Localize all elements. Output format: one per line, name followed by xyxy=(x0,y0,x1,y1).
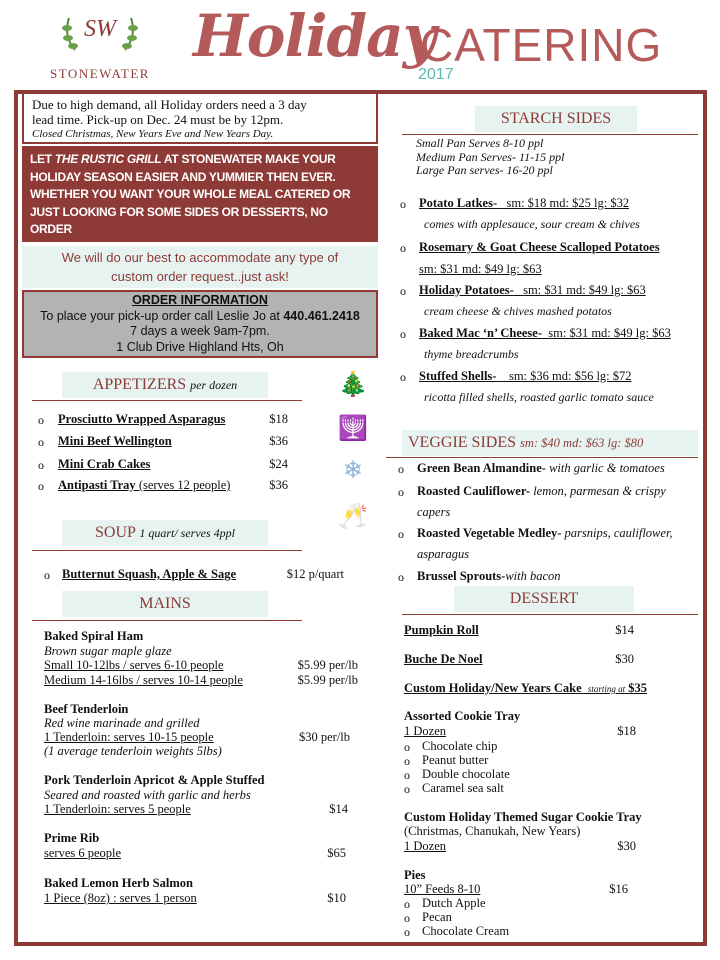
veggie-desc-cont: asparagus xyxy=(417,547,470,561)
bullet-icon: o xyxy=(404,740,410,754)
starch-header xyxy=(475,106,637,132)
brand-name: STONEWATER xyxy=(50,66,150,81)
mains-title: MAINS xyxy=(139,595,191,612)
order-l1: To place your pick-up order call Leslie Jo at xyxy=(40,308,284,323)
promo-l1a: LET xyxy=(30,152,55,166)
veggie-item: Roasted Cauliflower- lemon, parmesan & crispy xyxy=(417,484,666,498)
starch-item: Stuffed Shells- sm: $36 md: $56 lg: $72 xyxy=(419,369,632,383)
appetizers-title: APPETIZERS xyxy=(92,376,187,393)
bullet-icon: o xyxy=(398,462,404,476)
veggie-title: VEGGIE SIDES xyxy=(408,434,516,451)
main-name: Prime Rib xyxy=(44,831,100,845)
pie-flavor: Dutch Apple xyxy=(422,896,486,910)
dessert-title: DESSERT xyxy=(509,590,579,607)
dessert-item: Custom Holiday/New Years Cake starting at $35 xyxy=(404,681,648,695)
champagne-icon: 🥂 xyxy=(338,504,368,530)
title-year: 2017 xyxy=(418,66,454,83)
bullet-icon: o xyxy=(38,413,44,427)
pan-size: Large Pan serves- 16-20 ppl xyxy=(416,163,553,177)
dessert-item: Pies xyxy=(404,868,426,882)
bullet-icon: o xyxy=(400,197,406,211)
veggie-item: Brussel Sprouts-with bacon xyxy=(417,569,561,583)
pie-flavor: Pecan xyxy=(422,910,452,924)
appetizers-sub: per dozen xyxy=(190,378,238,392)
promo-l4: JUST LOOKING FOR SOME SIDES OR DESSERTS, NO ORDER xyxy=(30,204,328,236)
appetizers-header xyxy=(62,372,268,398)
main-name: Beef Tenderloin xyxy=(44,702,129,716)
veggie-item: Green Bean Almandine- with garlic & tomatoes xyxy=(417,461,665,475)
main-desc: Red wine marinade and grilled xyxy=(44,716,200,730)
main-name: Pork Tenderloin Apricot & Apple Stuffed xyxy=(44,773,265,787)
bullet-icon: o xyxy=(400,284,406,298)
promo-l1c: AT STONEWATER MAKE YOUR xyxy=(161,152,336,166)
main-size-row: Small 10-12lbs / serves 6-10 people $5.99 per/lb xyxy=(44,658,358,672)
bullet-icon: o xyxy=(400,370,406,384)
starch-desc: ricotta filled shells, roasted garlic tomato sauce xyxy=(424,390,654,404)
dessert-item: Custom Holiday Themed Sugar Cookie Tray xyxy=(404,810,642,824)
appetizer-item: Mini Crab Cakes $24 xyxy=(58,457,288,471)
dessert-item: Assorted Cookie Tray xyxy=(404,709,521,723)
dessert-item: Buche De Noel $30 xyxy=(404,652,634,666)
bullet-icon: o xyxy=(44,568,50,582)
pan-size: Small Pan Serves 8-10 ppl xyxy=(416,136,544,150)
bullet-icon: o xyxy=(398,527,404,541)
christmas-tree-icon: 🎄 xyxy=(338,372,368,398)
cookie-flavor: Peanut butter xyxy=(422,753,489,767)
bullet-icon: o xyxy=(398,485,404,499)
main-size-row: 1 Piece (8oz) : serves 1 person $10 xyxy=(44,891,346,905)
starch-item: Potato Latkes- sm: $18 md: $25 lg: $32 xyxy=(419,196,630,210)
promo-restaurant: THE RUSTIC GRILL xyxy=(54,152,162,166)
appetizer-item: Mini Beef Wellington $36 xyxy=(58,434,288,448)
bullet-icon: o xyxy=(38,458,44,472)
soup-item: Butternut Squash, Apple & Sage $12 p/quart xyxy=(62,567,344,581)
bullet-icon: o xyxy=(38,435,44,449)
bullet-icon: o xyxy=(400,241,406,255)
dessert-header xyxy=(454,586,634,612)
bullet-icon: o xyxy=(400,327,406,341)
order-title: ORDER INFORMATION xyxy=(132,293,268,307)
bullet-icon: o xyxy=(404,925,410,939)
main-size-row: serves 6 people $65 xyxy=(44,846,346,860)
starch-title: STARCH SIDES xyxy=(500,110,612,127)
notice-line-2: lead time. Pick-up on Dec. 24 must be by 12pm. xyxy=(32,112,284,127)
promo-l2: HOLIDAY SEASON EASIER AND YUMMIER THEN EVER. xyxy=(30,169,336,184)
main-name: Baked Spiral Ham xyxy=(44,629,144,643)
notice-box xyxy=(22,92,378,144)
brand-logo xyxy=(50,8,150,81)
dessert-size-row: 1 Dozen $18 xyxy=(404,724,636,738)
dessert-item: Pumpkin Roll $14 xyxy=(404,623,634,637)
monogram: SW xyxy=(84,16,116,42)
veggie-header xyxy=(402,430,698,456)
starch-prices: sm: $31 md: $49 lg: $63 xyxy=(419,262,542,276)
soup-sub: 1 quart/ serves 4ppl xyxy=(139,526,235,540)
pan-size: Medium Pan Serves- 11-15 ppl xyxy=(416,150,565,164)
bullet-icon: o xyxy=(404,782,410,796)
bullet-icon: o xyxy=(404,911,410,925)
main-note: (1 average tenderloin weights 5lbs) xyxy=(44,744,222,758)
dessert-size-row: 10” Feeds 8-10 $16 xyxy=(404,882,628,896)
custom-l2: custom order request..just ask! xyxy=(111,269,289,284)
order-l2: 7 days a week 9am-7pm. xyxy=(130,324,270,338)
main-desc: Brown sugar maple glaze xyxy=(44,644,172,658)
cookie-flavor: Chocolate chip xyxy=(422,739,498,753)
starch-item: Baked Mac ‘n’ Cheese- sm: $31 md: $49 lg: $63 xyxy=(419,326,671,340)
dessert-size-row: 1 Dozen $30 xyxy=(404,839,636,853)
veggie-prices: sm: $40 md: $63 lg: $80 xyxy=(520,436,644,450)
promo-box xyxy=(22,146,378,242)
custom-request-box xyxy=(22,246,378,288)
title-caps: CATERING xyxy=(420,19,663,71)
order-info-box xyxy=(22,290,378,358)
order-l3: 1 Club Drive Highland Hts, Oh xyxy=(116,339,284,354)
bullet-icon: o xyxy=(404,897,410,911)
notice-line-1: Due to high demand, all Holiday orders need a 3 day xyxy=(32,97,307,112)
bullet-icon: o xyxy=(404,754,410,768)
veggie-item: Roasted Vegetable Medley- parsnips, cauliflower, xyxy=(417,526,673,540)
notice-line-3: Closed Christmas, New Years Eve and New Years Day. xyxy=(32,128,274,140)
mains-header xyxy=(62,591,268,617)
main-desc: Seared and roasted with garlic and herbs xyxy=(44,788,251,802)
soup-header xyxy=(62,520,268,546)
order-phone[interactable]: 440.461.2418 xyxy=(283,308,360,323)
cookie-flavor: Double chocolate xyxy=(422,767,510,781)
main-name: Baked Lemon Herb Salmon xyxy=(44,876,193,890)
dessert-desc: (Christmas, Chanukah, New Years) xyxy=(404,824,581,838)
main-size-row: 1 Tenderloin: serves 10-15 people $30 per/lb xyxy=(44,730,350,744)
bullet-icon: o xyxy=(38,479,44,493)
soup-title: SOUP xyxy=(95,524,136,541)
pie-flavor: Chocolate Cream xyxy=(422,924,510,938)
starch-desc: thyme breadcrumbs xyxy=(424,347,519,361)
veggie-desc-cont: capers xyxy=(417,505,451,519)
bullet-icon: o xyxy=(404,768,410,782)
main-size-row: Medium 14-16lbs / serves 10-14 people $5.99 per/lb xyxy=(44,673,358,687)
menorah-icon: 🕎 xyxy=(338,416,368,442)
promo-l3: WHETHER YOU WANT YOUR WHOLE MEAL CATERED OR xyxy=(30,187,351,201)
snowflake-icon: ❄ xyxy=(342,458,364,484)
starch-desc: cream cheese & chives mashed potatos xyxy=(424,304,612,318)
starch-desc: comes with applesauce, sour cream & chives xyxy=(424,217,640,231)
starch-item: Holiday Potatoes- sm: $31 md: $49 lg: $63 xyxy=(419,283,646,297)
appetizer-item: Prosciutto Wrapped Asparagus $18 xyxy=(58,412,288,426)
title-script: Holiday xyxy=(193,2,436,70)
cookie-flavor: Caramel sea salt xyxy=(422,781,504,795)
main-size-row: 1 Tenderloin: serves 5 people $14 xyxy=(44,802,348,816)
appetizer-item: Antipasti Tray (serves 12 people) $36 xyxy=(58,478,288,492)
custom-l1: We will do our best to accommodate any type of xyxy=(61,250,339,265)
bullet-icon: o xyxy=(398,570,404,584)
starch-item: Rosemary & Goat Cheese Scalloped Potatoes xyxy=(419,240,660,254)
